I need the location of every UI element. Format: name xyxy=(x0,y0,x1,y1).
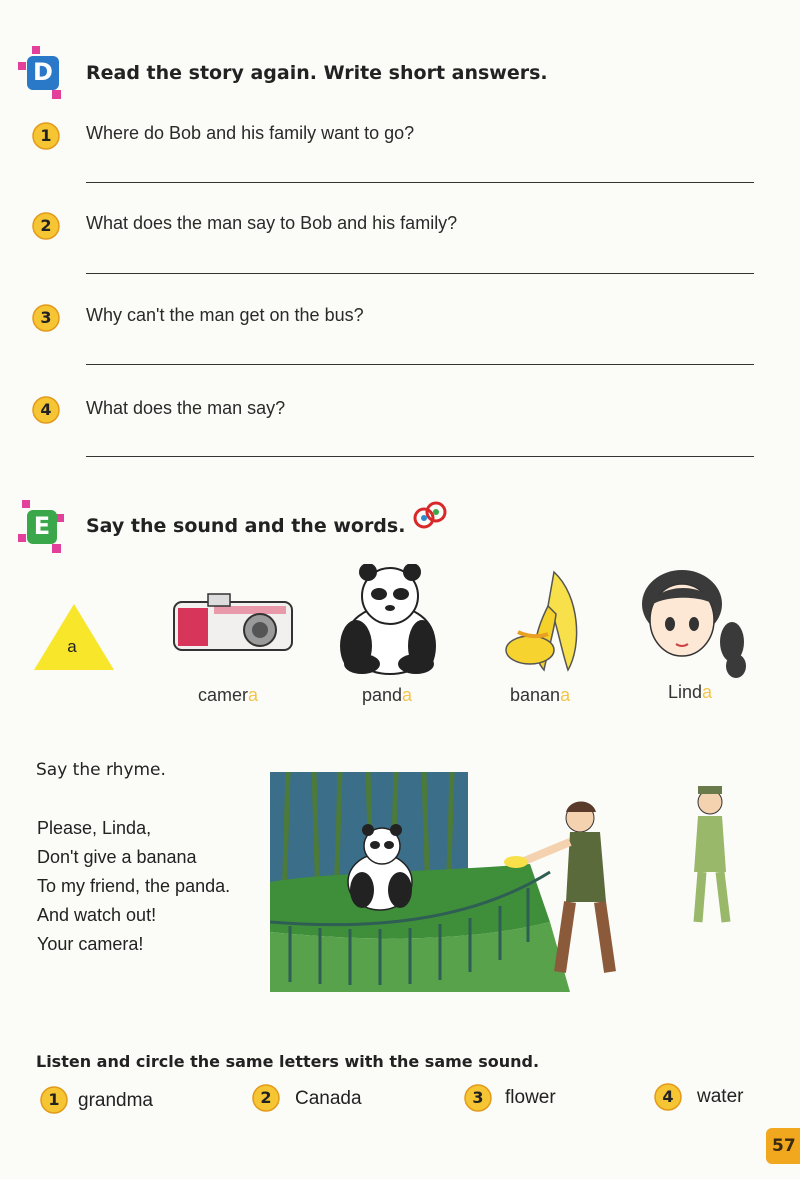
page-number-tab xyxy=(766,1128,800,1164)
choice-1-number: 1 xyxy=(40,1086,68,1114)
choice-word-canada[interactable]: Canada xyxy=(295,1088,362,1109)
rhyme-line: Please, Linda, xyxy=(37,818,152,838)
question-2-text: What does the man say to Bob and his family? xyxy=(86,213,458,233)
answer-line-2[interactable] xyxy=(86,273,754,274)
section-d-badge xyxy=(18,46,66,102)
question-3-number: 3 xyxy=(32,304,60,332)
word-camera: camera xyxy=(198,685,259,705)
rhyme-text xyxy=(37,814,230,959)
question-1-number: 1 xyxy=(32,122,60,150)
rhyme-line: Don't give a banana xyxy=(37,847,197,867)
question-1-text: Where do Bob and his family want to go? xyxy=(86,123,415,143)
answer-line-1[interactable] xyxy=(86,182,754,183)
section-e-badge xyxy=(18,500,66,556)
word-linda: Linda xyxy=(668,682,713,702)
section-d-letter: D xyxy=(33,58,53,86)
answer-line-3[interactable] xyxy=(86,364,754,365)
banana-picture xyxy=(498,566,590,674)
answer-line-4[interactable] xyxy=(86,456,754,457)
camera-picture xyxy=(168,588,298,660)
choice-word-flower[interactable]: flower xyxy=(505,1087,556,1108)
rhyme-line: Your camera! xyxy=(37,934,144,954)
question-4-text: What does the man say? xyxy=(86,398,286,418)
choice-word-water[interactable]: water xyxy=(697,1086,744,1107)
word-panda: panda xyxy=(362,685,413,705)
audio-icon[interactable] xyxy=(412,498,448,532)
zoo-scene-illustration xyxy=(270,772,770,998)
page-number: 57 xyxy=(772,1136,796,1156)
word-banana: banana xyxy=(510,685,571,705)
question-4-number: 4 xyxy=(32,396,60,424)
sound-triangle xyxy=(34,604,114,670)
sound-letter: a xyxy=(67,637,77,656)
rhyme-line: To my friend, the panda. xyxy=(37,876,231,896)
section-d-instruction: Read the story again. Write short answers. xyxy=(86,62,548,84)
rhyme-heading: Say the rhyme. xyxy=(36,760,166,780)
panda-picture xyxy=(328,564,450,676)
question-2-number: 2 xyxy=(32,212,60,240)
listen-instruction: Listen and circle the same letters with the same sound. xyxy=(36,1052,540,1071)
choice-3-number: 3 xyxy=(464,1084,492,1112)
section-e-letter: E xyxy=(33,512,51,540)
section-e-instruction: Say the sound and the words. xyxy=(86,515,406,537)
question-3-text: Why can't the man get on the bus? xyxy=(86,305,364,325)
choice-4-number: 4 xyxy=(654,1083,682,1111)
rhyme-line: And watch out! xyxy=(37,905,157,925)
choice-word-grandma[interactable]: grandma xyxy=(78,1090,153,1111)
linda-picture xyxy=(636,566,750,680)
choice-2-number: 2 xyxy=(252,1084,280,1112)
